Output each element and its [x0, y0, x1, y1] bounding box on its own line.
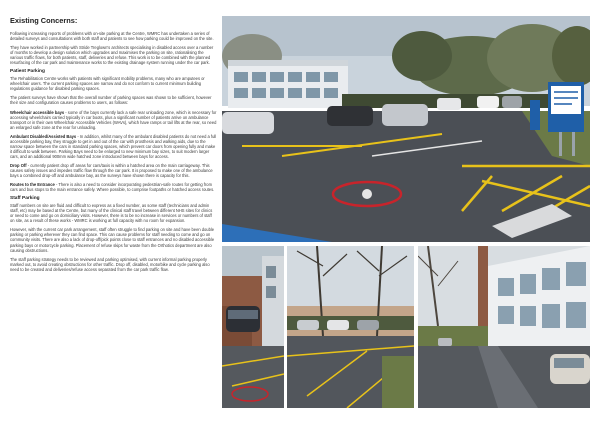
routes-paragraph	[10, 182, 217, 192]
wheelchair-bays-label: Wheelchair accessible bays	[10, 109, 65, 115]
drop-off-label: Drop Off	[10, 162, 27, 168]
building-side-photo	[222, 246, 284, 408]
routes-label: Routes to the Entrance	[10, 182, 55, 188]
patient-parking-paragraph-2: The patient surveys have shown that the overall number of parking spaces was shown to be sufficient, however their size and configuration causes problems to users, as follows:	[10, 95, 212, 106]
ambulant-bays-label: Ambulant Disabled/Assisted Bays	[10, 133, 77, 139]
drop-off-text: - currently patient drop off areas for cars/taxis is within a hatched area on the main carriageway. This causes safety issues and impedes traffic flow through the car park. It is proposed to make one of the ambulance bays a combined drop-off and ambulance bay, as the surveys have shown there is capacity for this.	[10, 162, 213, 179]
staff-parking-paragraph-3: The staff parking strategy needs to be reviewed and parking optimised, with current informal parking properly marked out, to avoid creating obstructions for other traffic. Drop off, disabled, motorbike and cycle parking also need to be created and deliveries/refuse access separated from the car park traffic flow.	[10, 256, 210, 272]
wheelchair-bays-paragraph	[10, 110, 217, 130]
intro-paragraph-2: They have worked in partnership with Stride Treglown's architects specialising in disabled access over a number of months to develop a design solution which upgrades and maximises the parking on site, rationalising the various traffic flows, for both patients, staff, deliveries and refuse. This work is to be combined with the planned resurfacing of the car park and maintenance works to the existing drainage system running under the car park.	[10, 45, 214, 66]
ambulant-bays-paragraph	[10, 134, 217, 159]
staff-parking-paragraph-1: Staff numbers on site are fluid and difficult to express as a fixed number, as some staff (technicians and admin staff, etc) may be based at the Centre, but many of the clinical staff travel between different NHS sites for clinics or need to come and go on domiciliary visits. However, there is to be no increase in services or numbers of staff on site, as a result of these works - WMRC is working at full capacity with no room for expansion.	[10, 203, 213, 224]
car-park-main-photo	[222, 16, 590, 242]
text-column	[10, 16, 217, 276]
rear-access-road-photo	[418, 246, 590, 408]
page-title: Existing Concerns:	[10, 16, 78, 25]
staff-parking-paragraph-2: However, with the current car park arrangement, staff often struggle to find parking on site and have been double parking or parking wherever they can find space. This can cause problems for staff needing to come and go on community visits. There are also a lack of drop-off/pick points close to staff entrances and no disabled accessible parking bays or motorcycle parking. Placement of refuse skips for waste from the Orthotics department are also causing obstructions.	[10, 227, 215, 253]
staff-parking-heading: Staff Parking	[10, 196, 40, 202]
wheelchair-bays-text: - some of the bays currently lack a safe rear unloading zone, which is necessary for accessing wheelchairs carried typically in car boots, plus a significant number of patients arrive on ambulance transport or in their own Wheelchair Accessible Vehicles (WAVs), which have ramps or tail lifts at the rear, so need an enlarged safe zone at the rear for unloading.	[10, 109, 217, 130]
patient-parking-heading: Patient Parking	[10, 69, 45, 75]
staff-parking-trees-photo	[287, 246, 414, 408]
patient-parking-paragraph-1: The Rehabilitation Centre works with patients with significant mobility problems, many who are amputees or wheelchair users. The current parking spaces are narrow and do not conform to current minimum building regulations guidance for disabled parking spaces.	[10, 76, 205, 92]
routes-text: - There is also a need to consider incorporating pedestrian-safe routes for getting from cars and bus stops to the main entrance safely. Where possible, to comprise footpaths or hatched access routes.	[10, 182, 215, 193]
drop-off-paragraph	[10, 163, 217, 178]
intro-paragraph-1: Following increasing reports of problems with on-site parking at the Centre, WMRC has undertaken a series of detailed surveys and consultations with both staff and patients to see how parking could be improved on the site.	[10, 31, 214, 42]
ambulant-bays-text: - In addition, whilst many of the ambulant disabled patients do not need a full accessible parking bay, they struggle to get in and out of the car with prosthesis and walking aids, due to the narrow space between the cars in standard parking spaces, which prevent car doors from opening fully and make it difficult to walk between. Parking Bays need to be enlarged to new minimum bay sizes, to suit modern larger cars, and an additional 900mm wide hatched zone introduced between bays for access.	[10, 133, 217, 159]
